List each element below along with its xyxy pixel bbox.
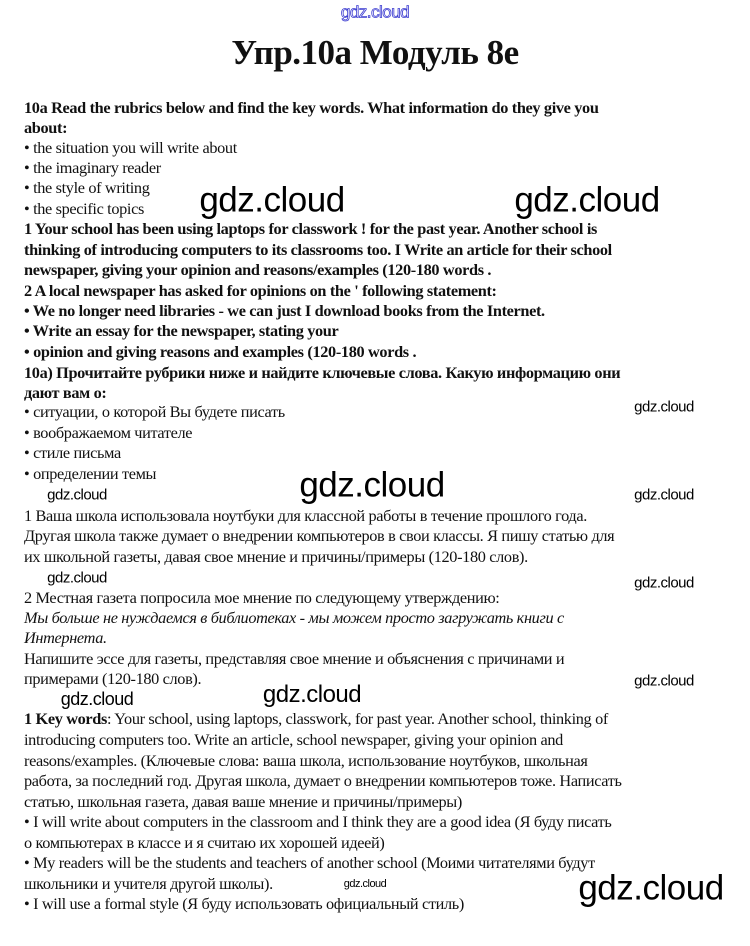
watermark: gdz.cloud: [199, 180, 345, 220]
text-segment: • the imaginary reader: [24, 158, 161, 177]
text-line: [24, 832, 384, 854]
text-segment: Мы больше не нуждаемся в библиотеках - мы можем просто загружать книги с: [24, 608, 564, 627]
text-line: [24, 401, 285, 423]
text-segment: • My readers will be the students and teachers of another school (Моими читателями будут: [24, 853, 595, 872]
watermark: gdz.cloud: [343, 878, 387, 891]
text-line: [24, 442, 121, 464]
watermark: gdz.cloud: [634, 672, 694, 690]
text-segment: школьники и учителя другой школы).: [24, 874, 273, 893]
text-line: [24, 852, 595, 874]
text-line: [24, 239, 612, 261]
text-line: [24, 137, 237, 159]
watermark: gdz.cloud: [634, 574, 694, 592]
text-segment: статью, школьная газета, давая ваше мнение и причины/примеры): [24, 792, 462, 811]
text-line: [24, 607, 564, 629]
text-segment: • opinion and giving reasons and examples (120-180 words .: [24, 342, 417, 361]
watermark: gdz.cloud: [262, 681, 362, 709]
text-segment: 1 Your school has been using laptops for classwork ! for the past year. Another school is: [24, 219, 597, 238]
text-line: [24, 546, 528, 568]
text-line: [24, 505, 587, 527]
text-segment: • Write an essay for the newspaper, stating your: [24, 321, 339, 340]
text-line: [24, 463, 156, 485]
text-line: [24, 648, 564, 670]
text-line: [24, 320, 338, 342]
text-segment: • определении темы: [24, 464, 157, 483]
text-segment: дают вам о:: [24, 383, 107, 402]
text-line: [24, 729, 563, 751]
text-segment: 10a) Прочитайте рубрики ниже и найдите ключевые слова. Какую информацию они: [24, 363, 621, 382]
text-segment: thinking of introducing computers to its classrooms too. I Write an article for their school: [24, 240, 612, 259]
watermark: gdz.cloud: [47, 486, 107, 504]
text-line: [24, 708, 608, 730]
page-title: Упр.10a Модуль 8e: [231, 33, 519, 72]
watermark: gdz.cloud: [634, 398, 694, 416]
text-line: [24, 525, 614, 547]
text-segment: работа, за последний год. Другая школа, думает о внедрении компьютеров тоже. Написать: [24, 771, 622, 790]
text-line: [24, 218, 597, 240]
text-line: [24, 750, 588, 772]
watermark: gdz.cloud: [60, 688, 134, 709]
text-line: [24, 791, 462, 813]
text-segment: Интернета.: [24, 628, 107, 647]
text-segment: • I will use a formal style (Я буду использовать официальный стиль): [24, 894, 464, 913]
watermark: gdz.cloud: [340, 2, 410, 22]
text-segment: • We no longer need libraries - we can just I download books from the Internet.: [24, 301, 545, 320]
text-line: [24, 422, 192, 444]
text-segment: reasons/examples. (Ключевые слова: ваша школа, использование ноутбуков, школьная: [24, 751, 588, 770]
text-segment: • I will write about computers in the classroom and I think they are a good idea (Я буду писать: [24, 812, 612, 831]
text-segment: Напишите эссе для газеты, представляя свое мнение и объяснения с причинами и: [24, 649, 565, 668]
text-segment: • the style of writing: [24, 178, 150, 197]
text-segment: • the specific topics: [24, 199, 144, 218]
watermark: gdz.cloud: [634, 486, 694, 504]
text-segment: 2 A local newspaper has asked for opinions on the ' following statement:: [24, 281, 497, 300]
text-segment: 2 Местная газета попросила мое мнение по следующему утверждению:: [24, 588, 500, 607]
text-line: [24, 198, 144, 220]
text-line: [24, 668, 201, 690]
text-line: [24, 157, 161, 179]
text-segment: о компьютерах в классе и я считаю их хорошей идеей): [24, 833, 385, 852]
text-segment: • the situation you will write about: [24, 138, 237, 157]
text-line: [24, 811, 611, 833]
text-line: [24, 873, 273, 895]
text-line: [24, 97, 599, 119]
watermark: gdz.cloud: [299, 465, 445, 505]
text-segment: 1 Ваша школа использовала ноутбуки для классной работы в течение прошлого года.: [24, 506, 587, 525]
text-line: [24, 587, 499, 609]
text-segment: introducing computers too. Write an article, school newspaper, giving your opinion and: [24, 730, 563, 749]
text-line: [24, 770, 622, 792]
text-line: [24, 341, 416, 363]
text-segment: about:: [24, 118, 68, 137]
text-line: [24, 117, 67, 139]
text-line: [24, 177, 150, 199]
text-line: [24, 893, 464, 915]
text-segment: • ситуации, о которой Вы будете писать: [24, 402, 285, 421]
text-segment: примерами (120-180 слов).: [24, 669, 202, 688]
text-line: [24, 259, 491, 281]
text-segment: 10a Read the rubrics below and find the key words. What information do they give you: [24, 98, 599, 117]
text-segment: Другая школа также думает о внедрении компьютеров в свои классы. Я пишу статью для: [24, 526, 615, 545]
text-segment: их школьной газеты, давая свое мнение и причины/примеры (120-180 слов).: [24, 547, 528, 566]
text-segment: 1 Key words: [24, 709, 107, 728]
watermark: gdz.cloud: [578, 868, 724, 908]
watermark: gdz.cloud: [47, 569, 107, 587]
text-segment: newspaper, giving your opinion and reasons/examples (120-180 words .: [24, 260, 492, 279]
text-line: [24, 362, 620, 384]
text-segment: : Your school, using laptops, classwork, for past year. Another school, thinking of: [106, 709, 608, 728]
text-line: [24, 300, 545, 322]
text-segment: • воображаемом читателе: [24, 423, 193, 442]
text-segment: • стиле письма: [24, 443, 121, 462]
watermark: gdz.cloud: [514, 180, 660, 220]
text-line: [24, 627, 107, 649]
text-line: [24, 280, 497, 302]
